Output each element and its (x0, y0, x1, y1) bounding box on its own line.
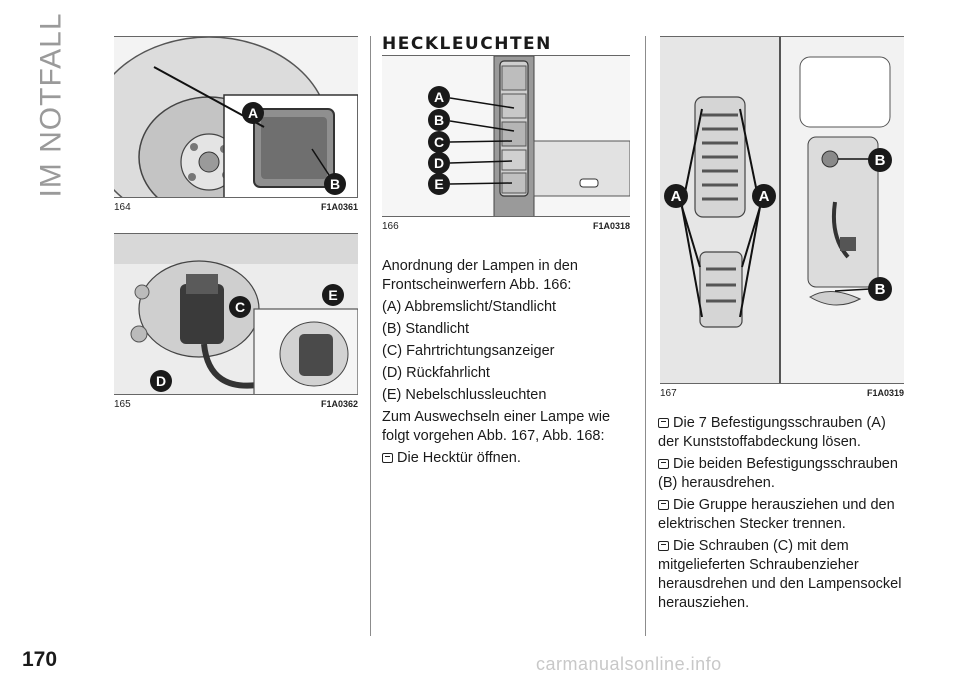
label-d: D (428, 152, 450, 174)
label-e: E (322, 284, 344, 306)
replace-instruction: Zum Auswechseln einer Lampe wie folgt vorgehen Abb. 167, Abb. 168: (382, 409, 611, 444)
figure-166 (382, 55, 630, 232)
checkbox-bullet-icon (382, 453, 393, 463)
list-item: (B) Standlicht (382, 321, 470, 337)
label-b: B (324, 173, 346, 195)
label-d: D (150, 370, 172, 392)
middle-text-column (382, 257, 632, 471)
label-a: A (752, 184, 776, 208)
column-divider-1 (370, 36, 371, 636)
figure-164 (114, 36, 358, 213)
section-heading: HECKLEUCHTEN (382, 34, 552, 54)
step-item: Die Hecktür öffnen. (382, 449, 632, 468)
figure-caption: 166 F1A0318 (382, 221, 630, 232)
label-c: C (229, 296, 251, 318)
figure-caption: 167 F1A0319 (660, 388, 904, 399)
step-item: Die beiden Befestigungsschrauben (B) herausdrehen. (658, 456, 898, 491)
step-item: Die 7 Befestigungsschrauben (A) der Kunststoffabdeckung lösen. (658, 415, 886, 450)
list-item: (E) Nebelschlussleuchten (382, 387, 547, 403)
list-item: (C) Fahrtrichtungsanzeiger (382, 343, 555, 359)
checkbox-bullet-icon (658, 541, 669, 551)
label-c: C (428, 131, 450, 153)
step-item: Die Gruppe herausziehen und den elektrischen Stecker trennen. (658, 497, 895, 532)
rear-door-illustration (660, 37, 904, 384)
rear-lamp-illustration (382, 56, 630, 217)
figure-165 (114, 233, 358, 410)
label-a: A (242, 102, 264, 124)
label-b: B (868, 277, 892, 301)
label-e: E (428, 173, 450, 195)
checkbox-bullet-icon (658, 418, 669, 428)
figure-caption: 164 F1A0361 (114, 202, 358, 213)
figure-caption: 165 F1A0362 (114, 399, 358, 410)
list-item: (D) Rückfahrlicht (382, 365, 490, 381)
right-text-column (658, 414, 908, 616)
checkbox-bullet-icon (658, 500, 669, 510)
step-item: Die Schrauben (C) mit dem mitgelieferten Schraubenzieher herausdrehen und den Lampensockel herausziehen. (658, 538, 902, 611)
label-b: B (868, 148, 892, 172)
label-a: A (428, 86, 450, 108)
page-number: 170 (22, 648, 58, 671)
list-item: (A) Abbremslicht/Standlicht (382, 299, 557, 315)
figure-167 (660, 36, 904, 399)
watermark: carmanualsonline.info (536, 654, 722, 674)
wheel-illustration (114, 37, 358, 198)
label-a: A (664, 184, 688, 208)
column-divider-2 (645, 36, 646, 636)
intro-text: Anordnung der Lampen in den Frontscheinwerfern Abb. 166: (382, 258, 578, 293)
section-side-title: IM NOTFALL (35, 12, 69, 198)
checkbox-bullet-icon (658, 459, 669, 469)
label-b: B (428, 109, 450, 131)
